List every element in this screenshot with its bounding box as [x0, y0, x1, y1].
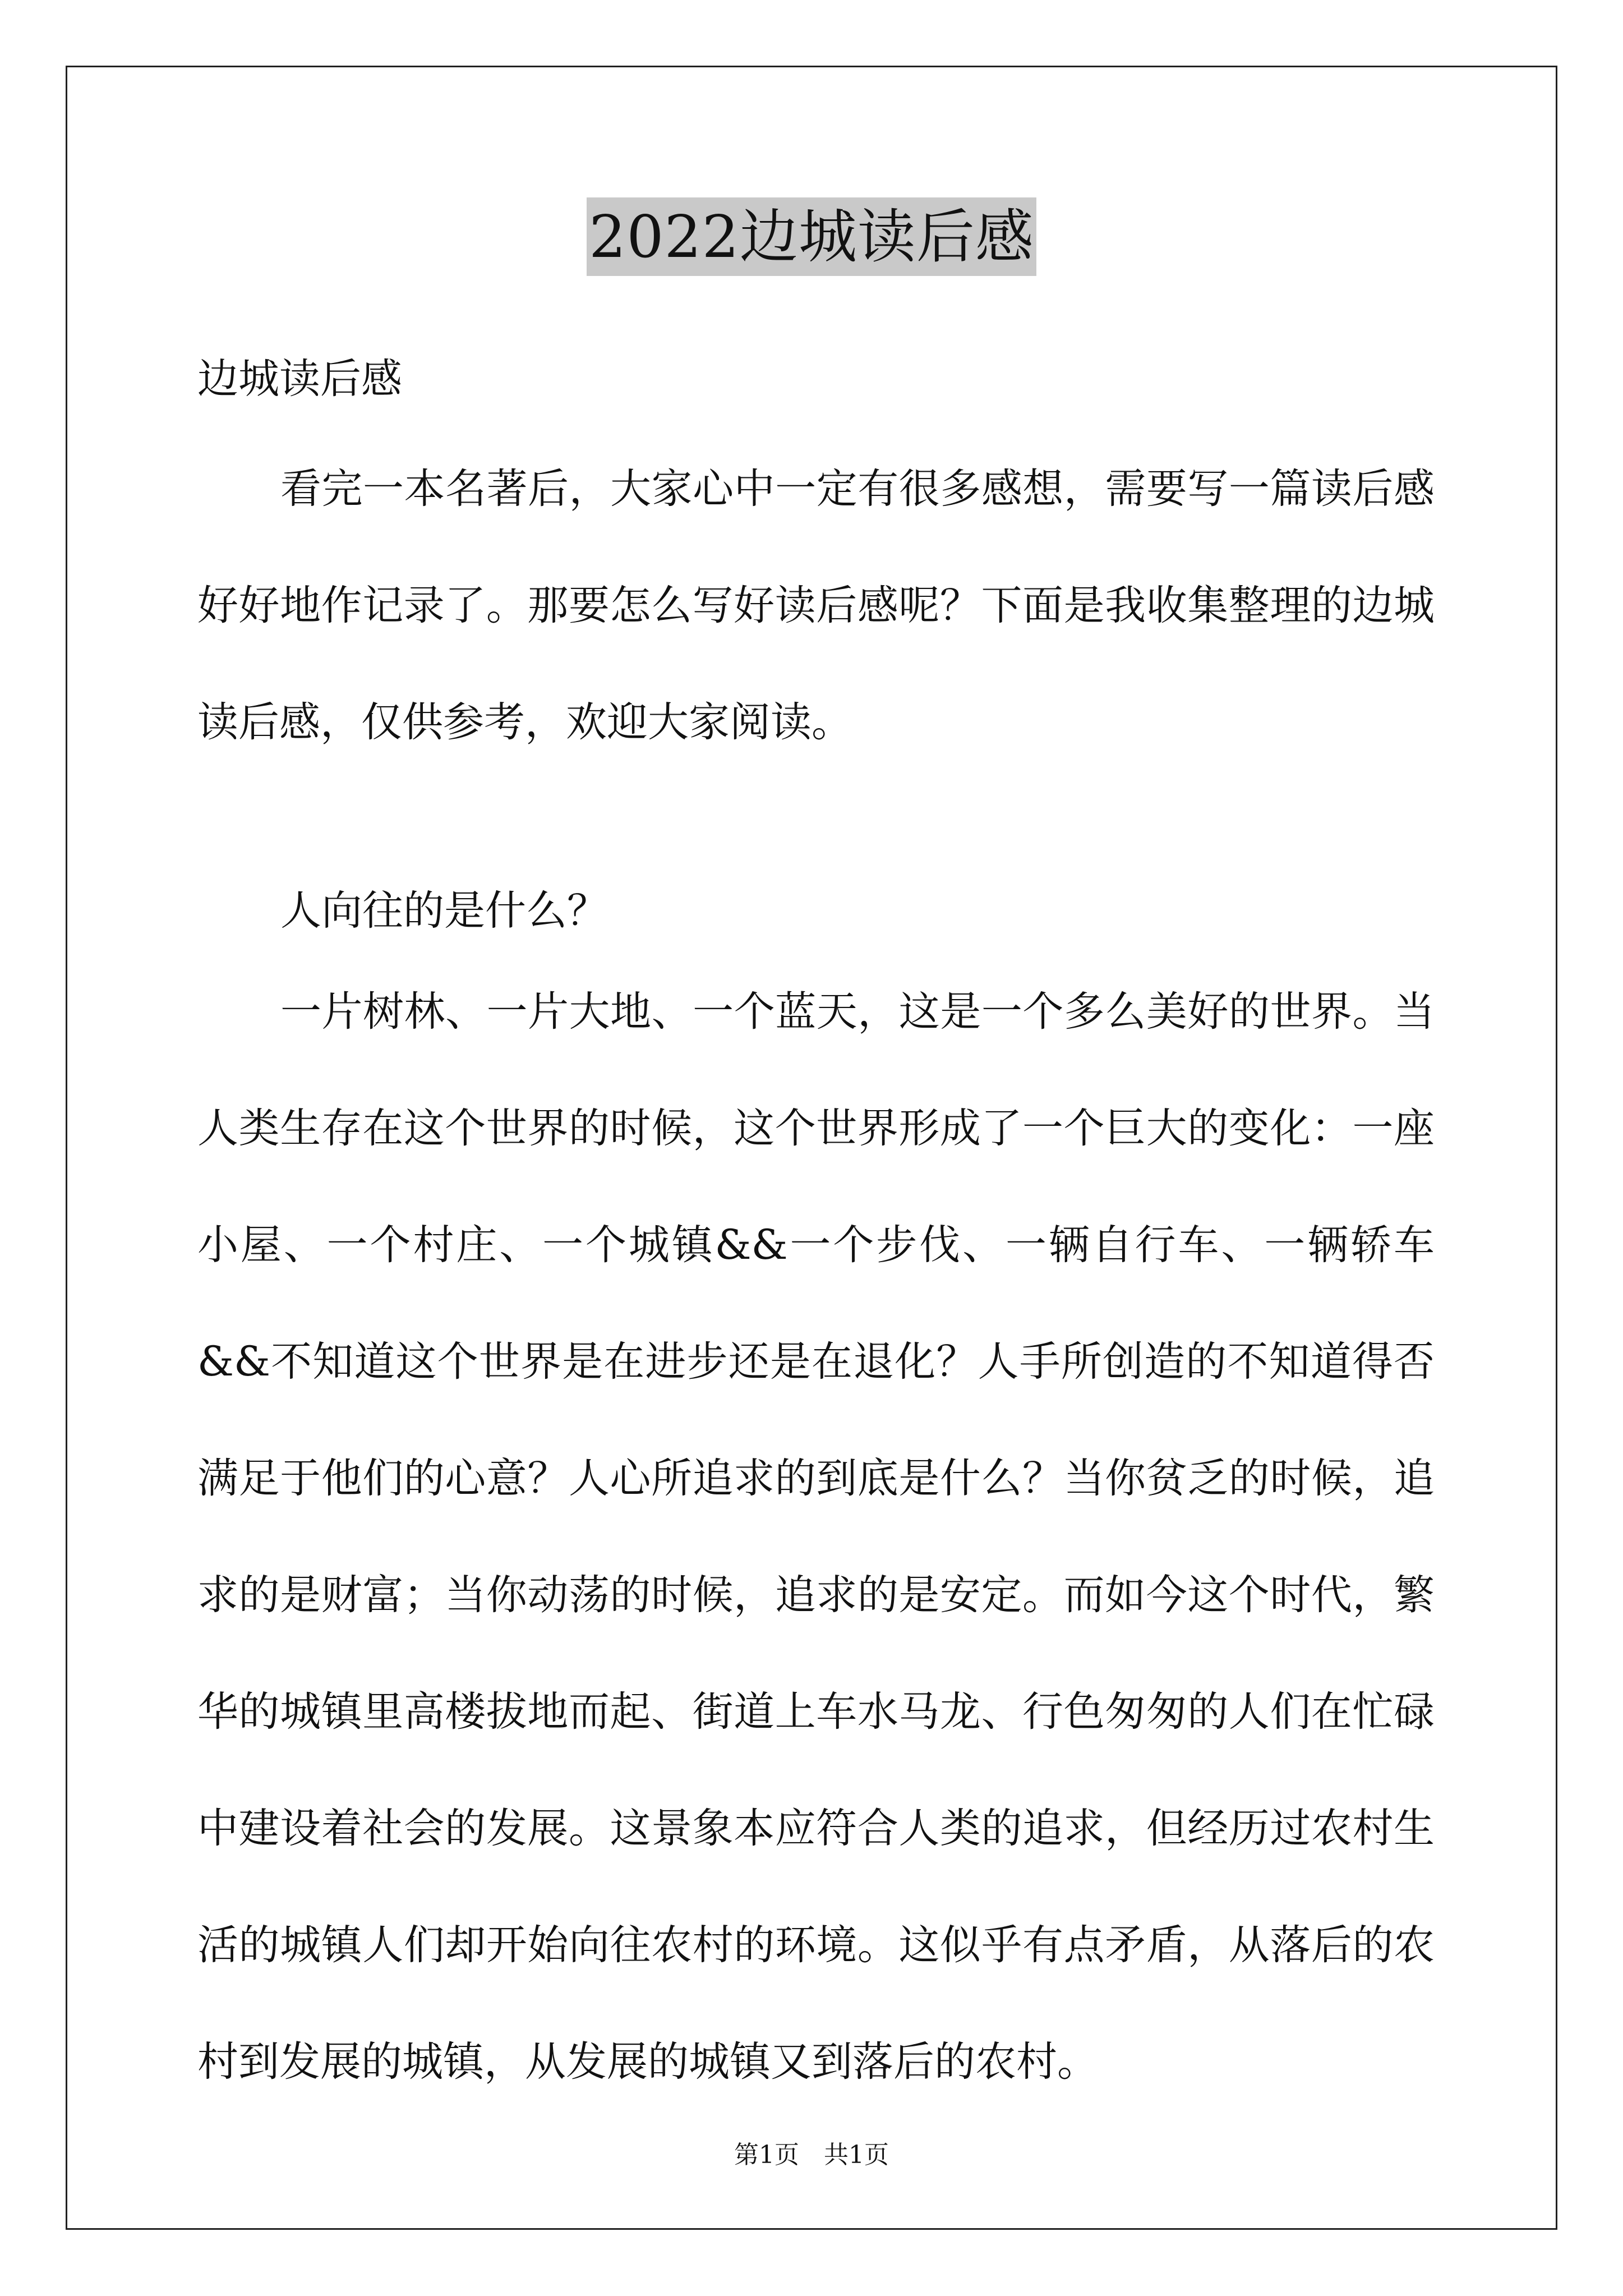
section-heading: 边城读后感 [197, 355, 402, 403]
intro-paragraph: 看完一本名著后，大家心中一定有很多感想，需要写一篇读后感好好地作记录了。那要怎么写好读后感呢？下面是我收集整理的边城读后感，仅供参考，欢迎大家阅读。 [197, 465, 1435, 746]
page-footer: 第1页 共1页 [734, 2141, 889, 2169]
question-paragraph: 人向往的是什么？ [280, 887, 608, 935]
body-paragraph: 一片树林、一片大地、一个蓝天，这是一个多么美好的世界。当人类生存在这个世界的时候，这个世界形成了一个巨大的变化：一座小屋、一个村庄、一个城镇&&一个步伐、一辆自行车、一辆轿车&&不知道这个世界是在进步还是在退化？人手所创造的不知道得否满足于他们的心意？人心所追求的到底是什么？当你贫乏的时候，追求的是财富；当你动荡的时候，追求的是安定。而如今这个时代，繁华的城镇里高楼拔地而起、街道上车水马龙、行色匆匆的人们在忙碌中建设着社会的发展。这景象本应符合人类的追求，但经历过农村生活的城镇人们却开始向往农村的环境。这似乎有点矛盾，从落后的农村到发展的城镇，从发展的城镇又到落后的农村。 [197, 988, 1435, 2086]
title-container [0, 197, 1623, 276]
document-title: 2022边城读后感 [587, 197, 1036, 276]
